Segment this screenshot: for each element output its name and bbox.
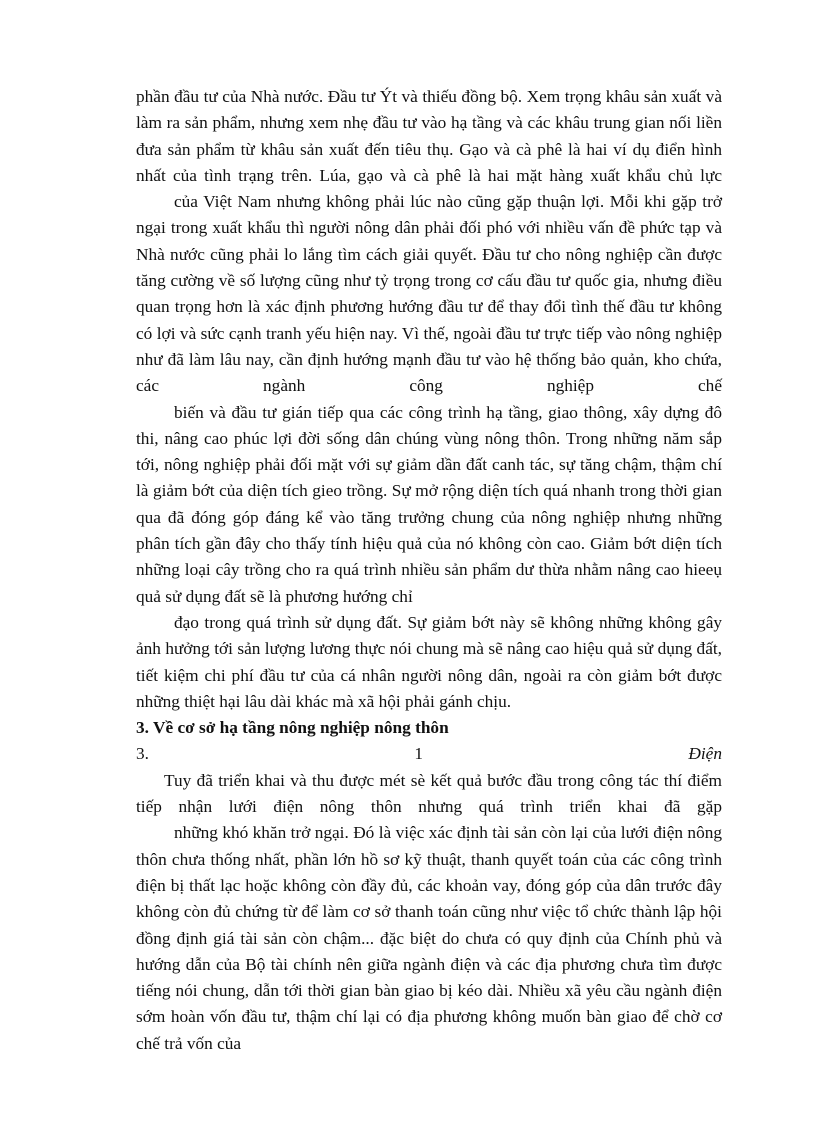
section-heading: 3. Về cơ sở hạ tầng nông nghiệp nông thôn	[136, 718, 449, 738]
paragraph-3: biến và đầu tư gián tiếp qua các công trình hạ tầng, giao thông, xây dựng đô thi, nâng cao phúc lợi đời sống dân chúng vùng nông thôn. Trong những năm sắp tới, nông nghiệp phải đối mặt với sự giảm dần đất canh tác, sự tăng chậm, thậm chí là giảm bớt của diện tích gieo trồng. Sự mở rộng diện tích quá nhanh trong thời gian qua đã đóng góp đáng kể vào tăng trưởng chung của nông nghiệp nhưng những phân tích gần đây cho thấy tính hiệu quả của nó không còn cao. Giảm bớt diện tích những loại cây trồng cho ra quá trình nhiều sản phẩm dư thừa nhằm nâng cao hieeụ quả sử dụng đất sẽ là phương hướng chỉ	[136, 402, 722, 606]
document-body	[136, 84, 722, 1057]
paragraph-6: những khó khăn trở ngại. Đó là việc xác định tài sản còn lại của lưới điện nông thôn chưa thống nhất, phần lớn hồ sơ kỹ thuật, thanh quyết toán của các công trình điện bị thất lạc hoặc không còn đầy đủ, các khoản vay, đóng góp của dân trước đây không còn đủ chứng từ để làm cơ sở thanh toán cũng như việc tổ chức thành lập hội đồng định giá tài sản còn chậm... đặc biệt do chưa có quy định của Chính phủ và hướng dẫn của Bộ tài chính nên giữa ngành điện và các địa phương chưa tìm được tiếng nói chung, dẫn tới thời gian bàn giao bị kéo dài. Nhiều xã yêu cầu ngành điện sớm hoàn vốn đầu tư, thậm chí lại có địa phương không muốn bàn giao để chờ cơ chế trả vốn của	[136, 823, 722, 1053]
section-subnumber: 1	[414, 744, 423, 764]
section-subtitle: Điện	[688, 744, 722, 764]
paragraph-5: Tuy đã triển khai và thu được mét sè kết quả bước đầu trong công tác thí điểm tiếp nhận lưới điện nông thôn nhưng quá trình triển khai đã gặp	[136, 770, 722, 817]
section-number: 3.	[136, 744, 149, 764]
section-number-line	[136, 741, 722, 767]
paragraph-2: của Việt Nam nhưng không phải lúc nào cũng gặp thuận lợi. Mỗi khi gặp trở ngại trong xuất khẩu thì người nông dân phải đối phó với nhiều vấn đề phức tạp và Nhà nước cũng phải lo lắng tìm cách giải quyết. Đầu tư cho nông nghiệp cần được tăng cường về số lượng cũng như tỷ trọng trong cơ cấu đầu tư quốc gia, nhưng điều quan trọng hơn là xác định phương hướng đầu tư để thay đổi tình thế đầu tư không có lợi và sức cạnh tranh yếu hiện nay. Vì thế, ngoài đầu tư trực tiếp vào nông nghiệp như đã làm lâu nay, cần định hướng mạnh đầu tư vào hệ thống bảo quản, kho chứa, các ngành công nghiệp chế	[136, 192, 722, 396]
paragraph-4: đạo trong quá trình sử dụng đất. Sự giảm bớt này sẽ không những không gây ảnh hưởng tới sản lượng lương thực nói chung mà sẽ nâng cao hiệu quả sử dụng đất, tiết kiệm chi phí đầu tư của cá nhân người nông dân, ngoài ra còn giảm bớt được những thiệt hại lâu dài khác mà xã hội phải gánh chịu.	[136, 612, 722, 711]
paragraph-1: phần đầu tư của Nhà nước. Đầu tư Ýt và thiếu đồng bộ. Xem trọng khâu sản xuất và làm ra sản phẩm, nhưng xem nhẹ đầu tư vào hạ tầng và các khâu trung gian nối liền đưa sản phẩm từ khâu sản xuất đến tiêu thụ. Gạo và cà phê là hai ví dụ điển hình nhất của tình trạng trên. Lúa, gạo và cà phê là hai mặt hàng xuất khẩu chủ lực	[136, 87, 722, 185]
